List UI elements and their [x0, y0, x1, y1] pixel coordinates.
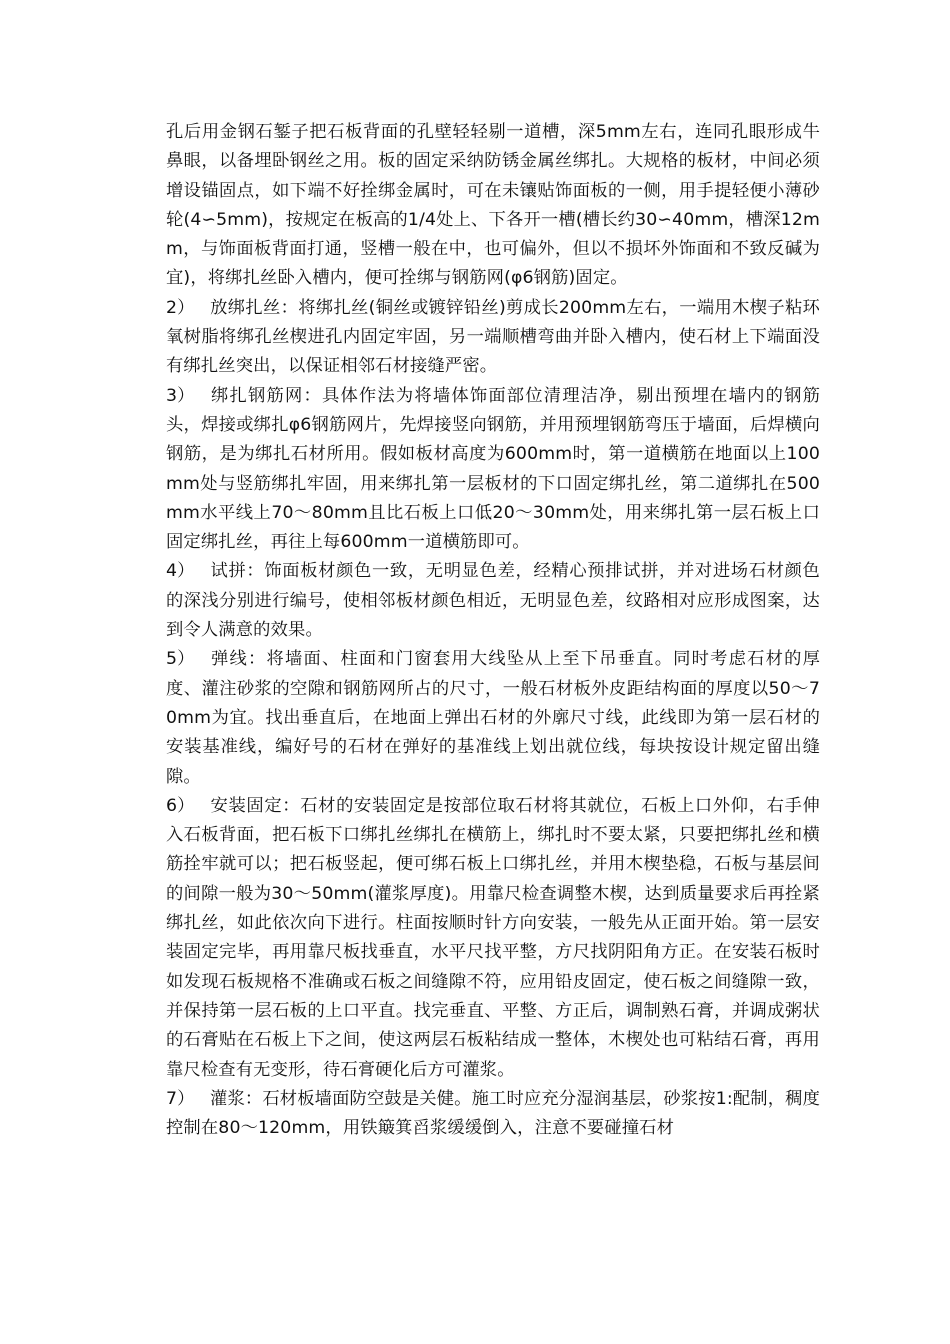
list-item-number: 7）: [166, 1088, 195, 1109]
list-item-number: 6）: [166, 795, 195, 816]
list-item-number: 3）: [166, 385, 195, 406]
list-item: [166, 792, 820, 1085]
list-item: [166, 645, 820, 791]
list-item-text: 放绑扎丝：将绑扎丝(铜丝或镀锌铅丝)剪成长200mm左右，一端用木楔子粘环氧树脂将绑孔丝楔进孔内固定牢固，另一端顺槽弯曲并卧入槽内，使石材上下端面没有绑扎丝突出，以保证相邻石材接缝严密。: [166, 297, 820, 377]
list-item-text: 安装固定：石材的安装固定是按部位取石材将其就位，石板上口外仰，右手伸入石板背面，把石板下口绑扎丝绑扎在横筋上，绑扎时不要太紧，只要把绑扎丝和横筋拴牢就可以；把石板竖起，便可绑石板上口绑扎丝，并用木楔垫稳，石板与基层间的间隙一般为30～50mm(灌浆厚度)。用靠尺检查调整木楔，达到质量要求后再拴紧绑扎丝，如此依次向下进行。柱面按顺时针方向安装，一般先从正面开始。第一层安装固定完毕，再用靠尺板找垂直，水平尺找平整，方尺找阴阳角方正。在安装石板时如发现石板规格不准确或石板之间缝隙不符，应用铅皮固定，使石板之间缝隙一致，并保持第一层石板的上口平直。找完垂直、平整、方正后，调制熟石膏，并调成粥状的石膏贴在石板上下之间，使这两层石板粘结成一整体，木楔处也可粘结石膏，再用靠尺检查有无变形，待石膏硬化后方可灌浆。: [166, 795, 820, 1080]
document-body: [166, 118, 820, 1143]
list-item-number: 5）: [166, 649, 195, 670]
list-item: [166, 294, 820, 382]
list-item-text: 试拼：饰面板材颜色一致，无明显色差，经精心预排试拼，并对进场石材颜色的深浅分别进行编号，使相邻板材颜色相近，无明显色差，纹路相对应形成图案，达到令人满意的效果。: [166, 561, 820, 641]
list-item: [166, 382, 820, 558]
list-item: [166, 1085, 820, 1144]
list-item-text: 灌浆：石材板墙面防空鼓是关健。施工时应充分湿润基层，砂浆按1:配制，稠度控制在80～120mm，用铁簸箕舀浆缓缓倒入，注意不要碰撞石材: [166, 1088, 820, 1139]
list-item-text: 绑扎钢筋网：具体作法为将墙体饰面部位清理洁净，剔出预埋在墙内的钢筋头，焊接或绑扎φ6钢筋网片，先焊接竖向钢筋，并用预埋钢筋弯压于墙面，后焊横向钢筋，是为绑扎石材所用。假如板材高度为600mm时，第一道横筋在地面以上100mm处与竖筋绑扎牢固，用来绑扎第一层板材的下口固定绑扎丝，第二道绑扎在500mm水平线上70～80mm且比石板上口低20～30mm处，用来绑扎第一层石板上口固定绑扎丝，再往上每600mm一道横筋即可。: [166, 385, 820, 553]
list-item-text: 弹线：将墙面、柱面和门窗套用大线坠从上至下吊垂直。同时考虑石材的厚度、灌注砂浆的空隙和钢筋网所占的尺寸，一般石材板外皮距结构面的厚度以50～70mm为宜。找出垂直后，在地面上弹出石材的外廓尺寸线，此线即为第一层石材的安装基准线，编好号的石材在弹好的基准线上划出就位线，每块按设计规定留出缝隙。: [166, 649, 820, 787]
list-item-number: 2）: [166, 297, 195, 318]
list-item-number: 4）: [166, 561, 195, 582]
paragraph-text: 孔后用金钢石錾子把石板背面的孔壁轻轻剔一道槽，深5mm左右，连同孔眼形成牛鼻眼，以备埋卧钢丝之用。板的固定采纳防锈金属丝绑扎。大规格的板材，中间必须增设锚固点，如下端不好拴绑金属时，可在未镶贴饰面板的一侧，用手提轻便小薄砂轮(4∽5mm)，按规定在板高的1/4处上、下各开一槽(槽长约30∽40mm，槽深12mm，与饰面板背面打通，竖槽一般在中，也可偏外，但以不损坏外饰面和不致反碱为宜)，将绑扎丝卧入槽内，便可拴绑与钢筋网(φ6钢筋)固定。: [166, 122, 820, 289]
paragraph-continuation: [166, 118, 820, 294]
list-item: [166, 557, 820, 645]
